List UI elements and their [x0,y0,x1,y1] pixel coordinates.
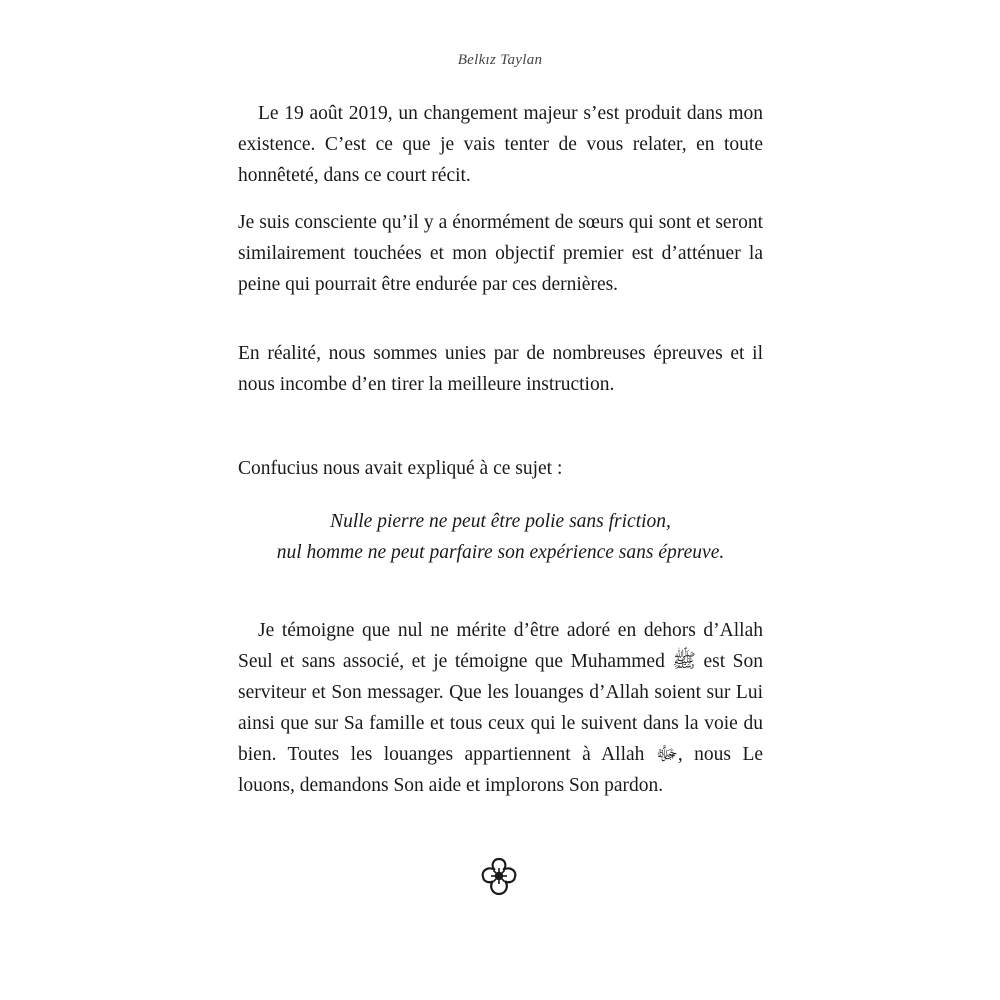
flower-ornament-icon [475,853,523,901]
running-head-author: Belkız Taylan [457,52,543,68]
quote-line-2: nul homme ne peut parfaire son expérience sans épreuve. [276,542,725,563]
quote-line-1: Nulle pierre ne peut être polie sans friction, [330,511,671,532]
paragraph-testimony: Je témoigne que nul ne mérite d’être adoré en dehors d’Allah Seul et sans associé, et je témoigne que Muhammed ﷺ est Son serviteur et Son messager. Que les louanges d’Allah soient sur Lui ainsi que sur Sa famille et tous ceux qui le suivent dans la voie du bien. Toutes les louanges appartiennent à Allah ﷻ, nous Le louons, demandons Son aide et implorons Son pardon. [238,620,764,796]
confucius-quote [238,506,763,568]
paragraph-sisters: Je suis consciente qu’il y a énormément de sœurs qui sont et seront similairement touchées et mon objectif premier est d’atténuer la peine qui pourrait être endurée par ces dernières. [238,212,763,295]
paragraph-trials: En réalité, nous sommes unies par de nombreuses épreuves et il nous incombe d’en tirer la meilleure instruction. [238,343,763,395]
paragraph-confucius-intro: Confucius nous avait expliqué à ce sujet : [238,458,563,479]
paragraph-intro: Le 19 août 2019, un changement majeur s’est produit dans mon existence. C’est ce que je vais tenter de vous relater, en toute honnêteté, dans ce court récit. [238,103,763,186]
